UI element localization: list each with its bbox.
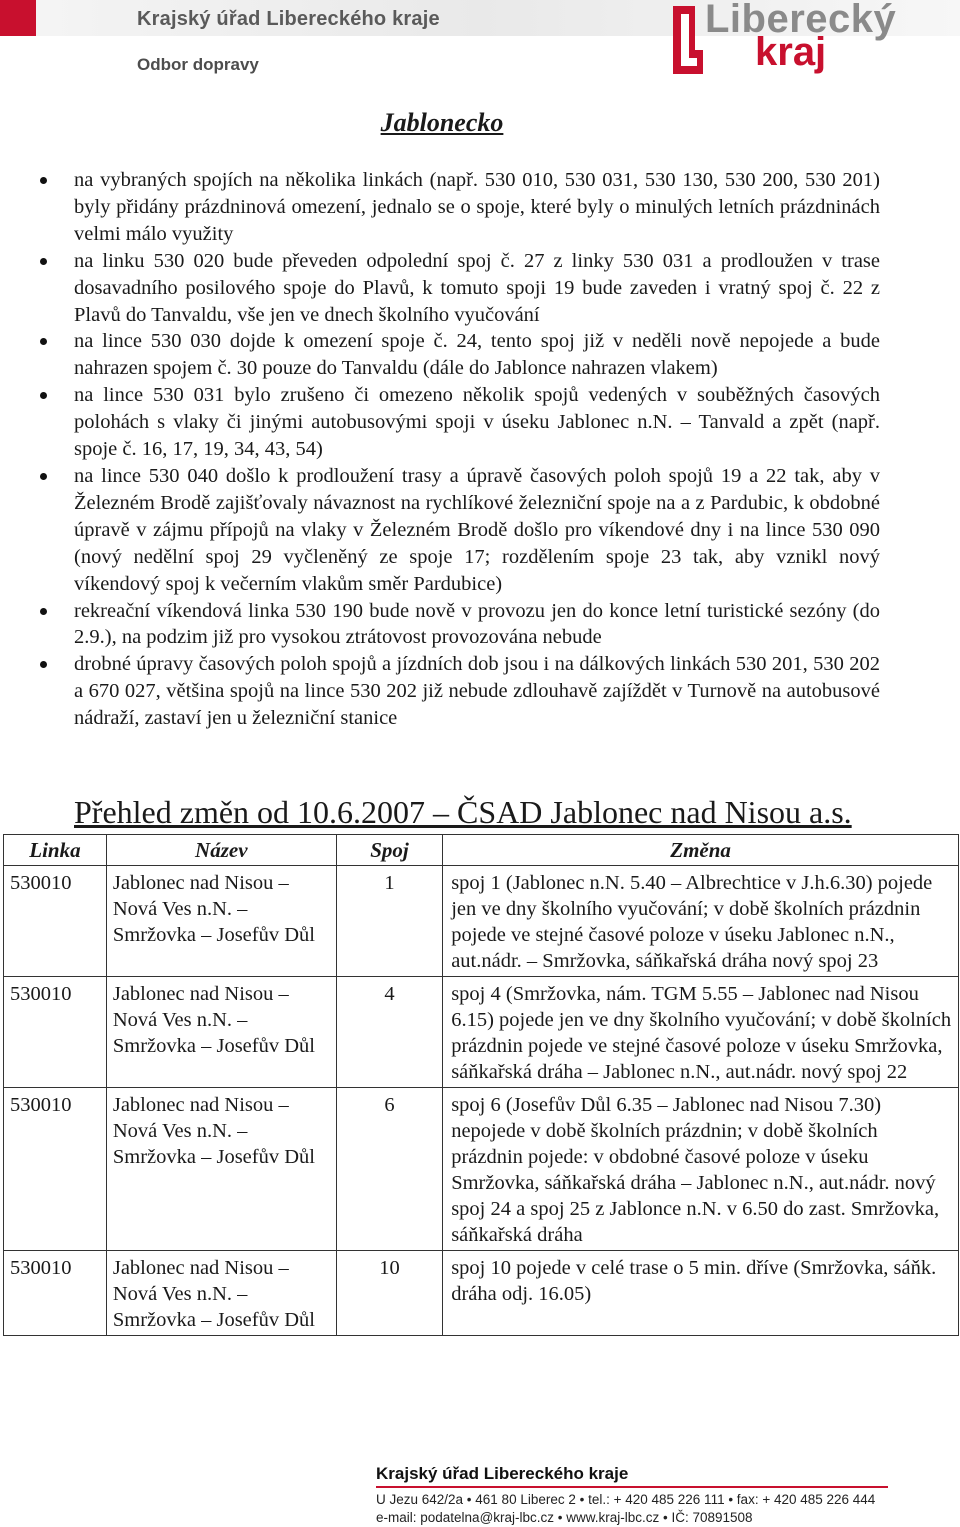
logo-text-liberecky: Liberecký	[705, 0, 897, 41]
header-office-name: Krajský úřad Libereckého kraje	[137, 8, 440, 30]
table-header-row	[4, 835, 959, 866]
cell-nazev: Jablonec nad Nisou – Nová Ves n.N. – Smržovka – Josefův Důl	[106, 866, 336, 977]
bullet-item: na lince 530 040 došlo k prodloužení trasy a úpravě časových poloh spojů 19 a 22 tak, aby v Železném Brodě zajišťovaly návaznost na rychlíkové železniční spoje na a z Pardubic, k obdobné úpravě v zájmu přípojů na vlaky v Železném Brodě došlo pro víkendové dny i na lince 530 090 (nový nedělní spoj 29 vyčleněný ze spoje 17; rozdělením spoje 23 tak, aby vznikl nový víkendový spoj k večerním vlakům směr Pardubice)	[0, 463, 880, 598]
cell-linka: 530010	[4, 977, 107, 1088]
liberecky-kraj-logo	[665, 0, 897, 80]
bullet-item: na lince 530 030 dojde k omezení spoje č. 24, tento spoj již v neděli nově nepojede a bude nahrazen spojem č. 30 pouze do Tanvaldu (dále do Jablonce nahrazen vlakem)	[0, 328, 880, 382]
cell-spoj: 1	[336, 866, 442, 977]
table-row	[4, 1251, 959, 1336]
bullet-item: na linku 530 020 bude převeden odpolední spoj č. 27 z linky 530 031 a prodloužen v trase dosavadního posilového spoje do Plavů, k tomuto spoji 19 bude zaveden i vratný spoj č. 22 z Plavů do Tanvaldu, vše jen ve dnech školního vyučování	[0, 248, 880, 329]
table-row	[4, 1088, 959, 1251]
cell-nazev: Jablonec nad Nisou – Nová Ves n.N. – Smržovka – Josefův Důl	[106, 1088, 336, 1251]
overview-heading: Přehled změn od 10.6.2007 – ČSAD Jablonec nad Nisou a.s.	[74, 794, 852, 830]
column-header-nazev: Název	[106, 835, 336, 866]
changes-table	[3, 834, 959, 1336]
cell-zmena: spoj 10 pojede v celé trase o 5 min. dříve (Smržovka, sáňk. dráha odj. 16.05)	[443, 1251, 959, 1336]
page-title: Jablonecko	[380, 108, 504, 137]
cell-spoj: 6	[336, 1088, 442, 1251]
header-department: Odbor dopravy	[137, 55, 259, 74]
cell-linka: 530010	[4, 1088, 107, 1251]
cell-linka: 530010	[4, 1251, 107, 1336]
table-row	[4, 866, 959, 977]
changes-bullet-list	[0, 167, 880, 732]
footer-contact: e-mail: podatelna@kraj-lbc.cz • www.kraj-lbc.cz • IČ: 70891508	[376, 1510, 753, 1525]
cell-spoj: 4	[336, 977, 442, 1088]
cell-nazev: Jablonec nad Nisou – Nová Ves n.N. – Smržovka – Josefův Důl	[106, 1251, 336, 1336]
cell-zmena: spoj 4 (Smržovka, nám. TGM 5.55 – Jablonec nad Nisou 6.15) pojede jen ve dny školního vyučování; v době školních prázdnin pojede ve stejné časové poloze v úseku Smržovka, sáňkařská dráha – Jablonec n.N., aut.nádr. nový spoj 22	[443, 977, 959, 1088]
cell-zmena: spoj 1 (Jablonec n.N. 5.40 – Albrechtice v J.h.6.30) pojede jen ve dny školního vyučování; v době školních prázdnin pojede ve stejné časové poloze v úseku Jablonec n.N., aut.nádr. – Smržovka, sáňkařská dráha nový spoj 23	[443, 866, 959, 977]
column-header-zmena: Změna	[443, 835, 959, 866]
cell-linka: 530010	[4, 866, 107, 977]
footer-divider	[376, 1486, 888, 1488]
header-accent-block	[0, 0, 36, 36]
column-header-linka: Linka	[4, 835, 107, 866]
footer-office-name: Krajský úřad Libereckého kraje	[376, 1464, 629, 1483]
column-header-spoj: Spoj	[336, 835, 442, 866]
bullet-item: drobné úpravy časových poloh spojů a jízdních dob jsou i na dálkových linkách 530 201, 530 202 a 670 027, většina spojů na lince 530 202 již nebude zdlouhavě zajíždět v Turnově na autobusové nádraží, zastaví jen u železniční stanice	[0, 651, 880, 732]
footer-address: U Jezu 642/2a • 461 80 Liberec 2 • tel.: + 420 485 226 111 • fax: + 420 485 226 444	[376, 1492, 876, 1507]
cell-spoj: 10	[336, 1251, 442, 1336]
cell-zmena: spoj 6 (Josefův Důl 6.35 – Jablonec nad Nisou 7.30) nepojede v době školních prázdnin; v době školních prázdnin pojede: v obdobné časové poloze v úseku Smržovka, sáňkařská dráha – Jablonec n.N., aut.nádr. nový spoj 24 a spoj 25 z Jablonce n.N. v 6.50 do zast. Smržovka, sáňkařská dráha	[443, 1088, 959, 1251]
logo-text-kraj: kraj	[755, 30, 827, 74]
logo-mark-icon	[669, 2, 705, 78]
table-row	[4, 977, 959, 1088]
cell-nazev: Jablonec nad Nisou – Nová Ves n.N. – Smržovka – Josefův Důl	[106, 977, 336, 1088]
bullet-item: na vybraných spojích na několika linkách (např. 530 010, 530 031, 530 130, 530 200, 530 201) byly přidány prázdninová omezení, jednalo se o spoje, které byly o minulých letních prázdninách velmi málo využity	[0, 167, 880, 248]
bullet-item: rekreační víkendová linka 530 190 bude nově v provozu jen do konce letní turistické sezóny (do 2.9.), na podzim již pro vysokou ztrátovost provozována nebude	[0, 598, 880, 652]
bullet-item: na lince 530 031 bylo zrušeno či omezeno několik spojů vedených v souběžných časových polohách s vlaky či jinými autobusovými spoji v úseku Jablonec n.N. – Tanvald a zpět (např. spoje č. 16, 17, 19, 34, 43, 54)	[0, 382, 880, 463]
